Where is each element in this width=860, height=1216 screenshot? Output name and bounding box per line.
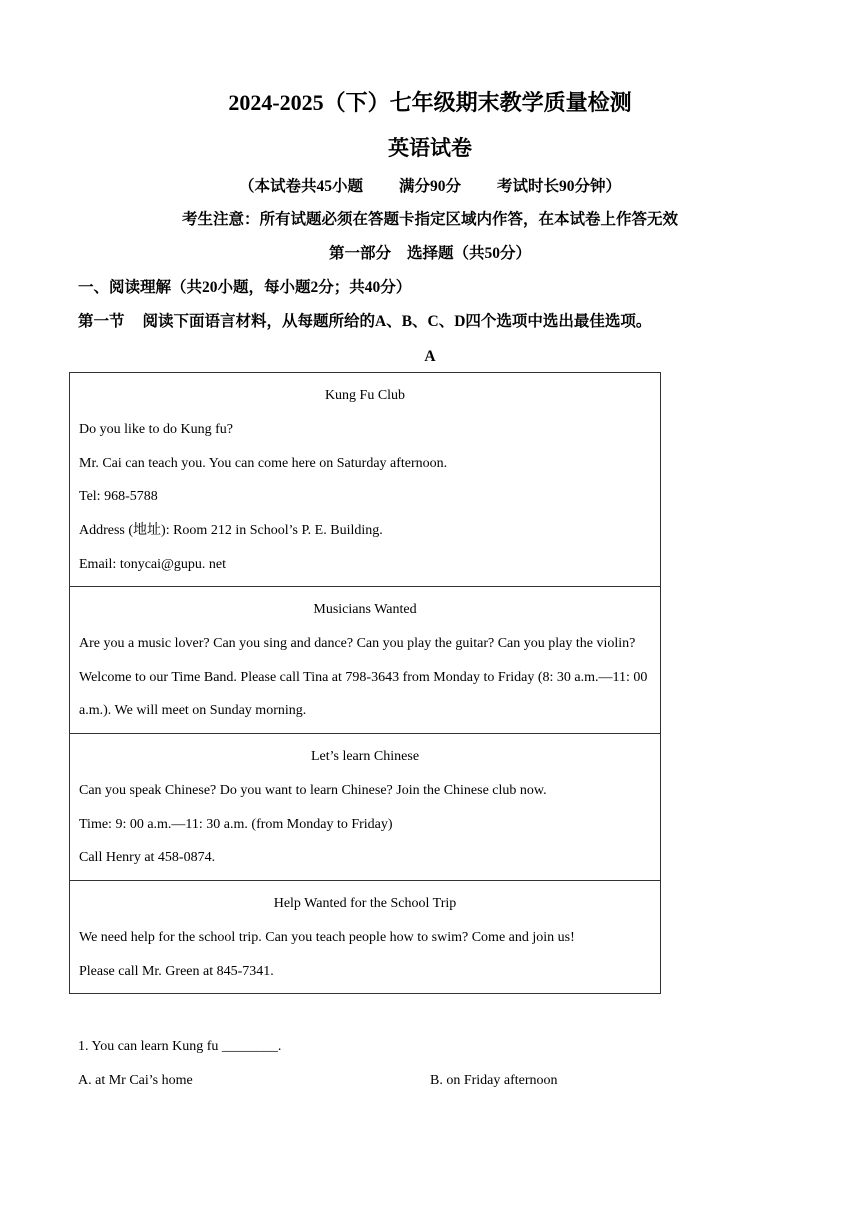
exam-notice: 考生注意：所有试题必须在答题卡指定区域内作答，在本试卷上作答无效 (181, 211, 678, 228)
ad-learn-chinese (70, 734, 660, 881)
exam-subtitle: 英语试卷 (388, 136, 472, 160)
ad-line: Time: 9: 00 a.m.—11: 30 a.m. (from Monday to Friday) (79, 816, 393, 832)
subsection-name: 第一节 (78, 313, 125, 330)
question-1-option-a[interactable]: A. at Mr Cai’s home (78, 1073, 193, 1088)
ad-line: Tel: 968-5788 (79, 489, 158, 505)
ad-line: Mr. Cai can teach you. You can come here on Saturday afternoon. (79, 455, 448, 471)
ad-line: Email: tonycai@gupu. net (79, 556, 227, 572)
passage-letter: A (424, 348, 436, 365)
exam-total-score: 满分90分 (398, 178, 461, 195)
ad-title: Help Wanted for the School Trip (273, 896, 457, 911)
ad-title: Musicians Wanted (313, 602, 417, 617)
ad-title: Let’s learn Chinese (310, 749, 420, 764)
ad-school-trip-help (70, 881, 660, 993)
question-1-stem: 1. You can learn Kung fu ________. (78, 1039, 282, 1054)
ad-line: Address (地址): Room 212 in School’s P. E. Building. (79, 523, 383, 539)
ad-line: Please call Mr. Green at 845-7341. (79, 963, 274, 979)
ad-paragraph: Are you a music lover? Can you sing and dance? Can you play the guitar? Can you play the violin? Welcome to our Time Band. Please call Tina at 798-3643 from Monday to Friday (8: 30 a.m.—11: 00 a.m.). We will meet on Sunday morning. (79, 635, 648, 719)
section-heading: 一、阅读理解（共20小题，每小题2分；共40分） (78, 279, 412, 296)
ad-line: We need help for the school trip. Can you teach people how to swim? Come and join us! (79, 929, 575, 945)
subsection-instructions: 阅读下面语言材料，从每题所给的A、B、C、D四个选项中选出最佳选项。 (142, 313, 652, 330)
exam-duration: 考试时长90分钟） (497, 178, 622, 195)
question-1-option-b[interactable]: B. on Friday afternoon (430, 1073, 558, 1088)
exam-info (0, 176, 860, 198)
exam-title: 2024-2025（下）七年级期末教学质量检测 (228, 90, 632, 115)
ad-kung-fu-club (70, 373, 660, 587)
ad-musicians-wanted (70, 587, 660, 734)
ads-table (69, 372, 661, 994)
ad-line: Can you speak Chinese? Do you want to learn Chinese? Join the Chinese club now. (79, 782, 547, 798)
exam-question-count: （本试卷共45小题 (238, 178, 363, 195)
part-heading (0, 243, 860, 265)
ad-line: Call Henry at 458-0874. (79, 850, 216, 866)
ad-title: Kung Fu Club (324, 388, 406, 403)
ad-line: Do you like to do Kung fu? (79, 421, 233, 437)
subsection-heading (78, 311, 651, 333)
part-name: 第一部分 (328, 245, 391, 262)
part-description: 选择题（共50分） (407, 245, 532, 262)
